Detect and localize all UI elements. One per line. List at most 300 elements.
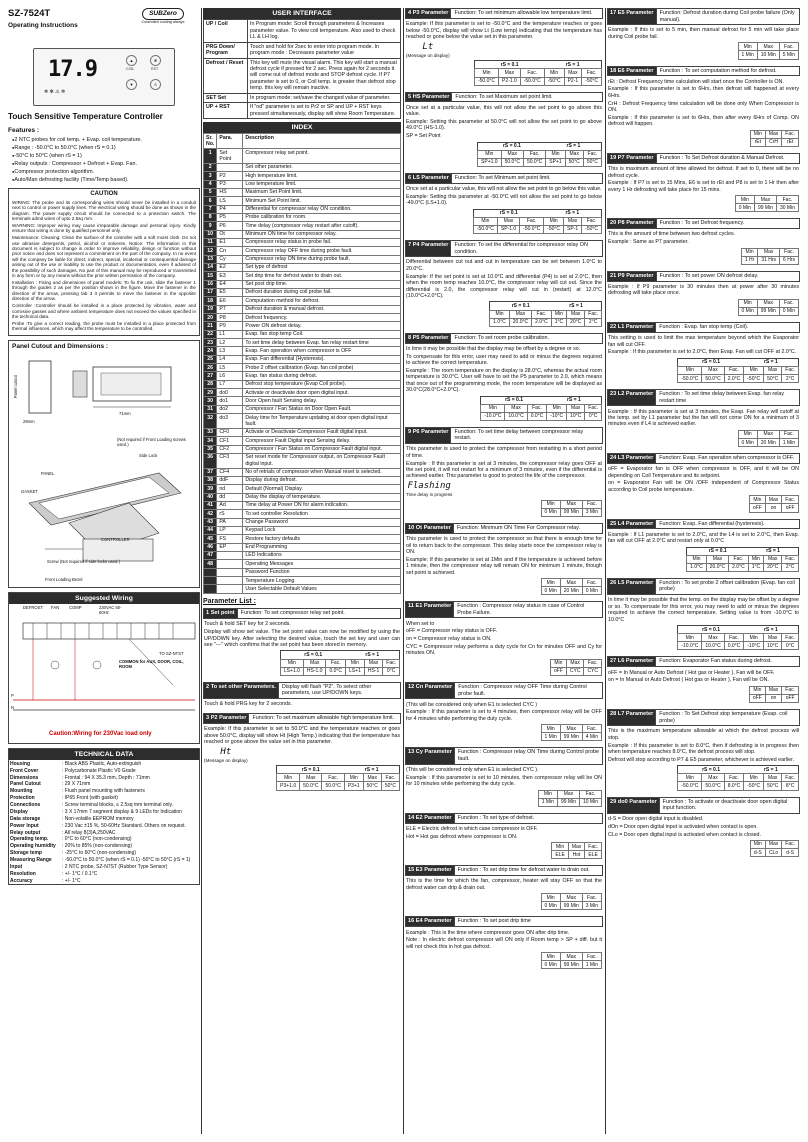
caution-para: Maintenance: Cleaning: Clean the surface of the controller with a soft moist cloth. Do not use abrasive detergents, petrol, alcohol or solvents. Notice: The information in this document is subject to change in order to improve reliability, design or function without prior notice and does not represent a commitment on the part of the company. In no event will the company be liable for direct, indirect, special, incidental or consequential damage arising out of the use or inability to use the product or documentation, even if advised of the possibility of such damages. No part of this manual may be reproduced or transmitted in any form or by any means without the prior written permission of the company.: [12, 235, 196, 279]
index-row: [204, 238, 401, 246]
parameter-block: [405, 240, 603, 330]
value-head: Max: [567, 404, 585, 412]
tech-key: Mounting: [10, 788, 33, 795]
index-row: [204, 272, 401, 280]
value-cell: -50°C: [744, 375, 764, 383]
index-desc: Defrost frequency.: [243, 314, 401, 322]
index-number: 14: [204, 263, 217, 271]
parameter-function: Function : To set time delay between Evap. fan relay restart time: [655, 390, 799, 405]
index-row: [204, 330, 401, 338]
value-cell: P2-1.0: [499, 77, 521, 85]
parameter-text: ELE = Electric defrost in which case compressor is OFF.: [406, 825, 538, 832]
value-head: Fac.: [322, 774, 344, 782]
index-number: 10: [204, 230, 217, 238]
index-number: 38: [204, 476, 217, 484]
features-title: Features :: [8, 127, 40, 134]
value-head: Fac.: [724, 774, 744, 782]
value-cell: 20.0°C: [706, 563, 728, 571]
resolution-1: rS = 1: [763, 766, 778, 773]
index-title: INDEX: [203, 122, 401, 133]
common-label: COMMON for AUX, DOOR, COIL, ROOM: [119, 659, 184, 670]
parameter-body: [607, 529, 800, 574]
product-title: Touch Sensitive Temperature Controller: [8, 112, 163, 121]
parameter-label: Ot Parameter: [415, 524, 451, 531]
parameter-label: P5 Parameter: [412, 334, 449, 341]
index-desc: Password Function: [243, 568, 401, 576]
index-desc: Evap. Fan differential (Hysteresis).: [243, 355, 401, 363]
parameter-name: [608, 9, 656, 24]
tech-key: Storage temp: [10, 850, 42, 857]
index-param: P9: [217, 322, 243, 330]
value-cell: 50°C: [764, 782, 782, 790]
parameter-text: This is the amount of time between two defrost cycles.: [608, 231, 736, 238]
parameter-header: [405, 523, 603, 534]
fan-label: FAN: [51, 605, 60, 611]
index-row: [204, 263, 401, 271]
parameter-number: 6: [408, 174, 412, 181]
display-value: 17.9: [48, 57, 97, 82]
parameter-label: LS Parameter: [412, 174, 449, 181]
index-desc: Probe calibration for room.: [243, 213, 401, 221]
parameter-text: Example: If the set point is set at 10.0°C and differential (P4) is set at 2.0°C, then when the room temp reaches 10.0°C, the compressor relay will cut out. Since the differential is 2.0, the compressor relay will cut in (restart) at 12.0°C (10.0°C+2.0°C).: [406, 273, 602, 299]
parameter-block: [405, 682, 603, 744]
value-cell: 2°C: [782, 563, 799, 571]
index-row: [204, 476, 401, 484]
value-cell: -50.0°C: [474, 77, 498, 85]
parameter-text: Example: Setting this parameter at 50.0°C will not allow the set point to go above 49.0°C (HS-1.0).: [406, 118, 602, 132]
tech-key: Display: [10, 808, 28, 815]
index-param: EP: [217, 543, 243, 551]
parameter-function: Function : To set power ON defrost delay.: [656, 272, 799, 281]
parameter-text: Note : In electric defrost compressor will ON only if Room temp > SP + diff. but it will not check this in hot gas defrost.: [406, 937, 602, 950]
tech-row: [9, 809, 191, 816]
parameter-number: 23: [610, 391, 617, 398]
index-row: [204, 364, 401, 372]
value-cell: 0 Min: [541, 902, 560, 910]
resolution-1: rS = 1: [566, 143, 581, 150]
tech-key: Power Input: [10, 822, 39, 829]
display-message: [204, 747, 248, 764]
value-head: Fac.: [782, 840, 799, 848]
index-param: [217, 568, 243, 576]
index-number: 44: [204, 526, 217, 534]
defrost-label: DEFROST: [23, 605, 44, 611]
parameter-number: 8: [408, 334, 412, 341]
parameter-function: Function: To set Minimum set point limit.: [451, 174, 602, 183]
index-number: 21: [204, 322, 217, 330]
parameter-name: [406, 241, 450, 256]
index-desc: Time delay at Power ON for alarm indication.: [243, 501, 401, 509]
tech-key: Operating temp.: [10, 836, 49, 843]
index-desc: Compressor relay status in probe fail.: [243, 238, 401, 246]
parameter-label: L2 Parameter: [617, 391, 654, 398]
value-head: Min: [738, 299, 757, 307]
tech-key: Protection: [10, 795, 35, 802]
value-head: Max: [565, 150, 583, 158]
parameter-number: 5: [408, 93, 412, 100]
column-3: [405, 8, 603, 1134]
value-head: Fac.: [724, 634, 744, 642]
index-desc: Set type of defrost: [243, 263, 401, 271]
value-cell: 5 Min: [779, 51, 798, 59]
parameter-number: 11: [408, 603, 414, 610]
parameter-name: [406, 683, 454, 698]
index-number: 23: [204, 339, 217, 347]
index-desc: Computation method for defrost.: [243, 297, 401, 305]
value-row: [735, 204, 798, 212]
tech-key: Front Cover: [10, 767, 39, 774]
value-cell: 99 Min: [757, 307, 779, 315]
parameter-block: [405, 523, 603, 598]
tech-value: : +/- 1°C / 0.1°C: [62, 870, 98, 877]
value-header-row: [490, 310, 602, 318]
value-table: [280, 650, 400, 675]
value-cell: 1.0°C: [687, 563, 707, 571]
index-param: E4: [217, 280, 243, 288]
parameter-block: [607, 389, 800, 450]
parameter-text: CrH : Defrost Frequency time calculation will be done only When Compressor is ON.: [608, 100, 799, 114]
index-desc: Power ON defrost delay.: [243, 322, 401, 330]
value-head: Max: [557, 790, 579, 798]
parameter-header: [607, 8, 800, 25]
value-cell: 50°C: [764, 375, 782, 383]
parameter-text: dOn = Door open digital input is activated when contact is open.: [608, 823, 758, 830]
parameter-block: [405, 813, 603, 863]
ui-row: [204, 58, 401, 93]
parameter-body: [203, 619, 401, 679]
index-number: [204, 568, 217, 576]
value-table: [677, 625, 799, 650]
value-head: Fac.: [520, 69, 544, 77]
message-code: Ht: [220, 746, 232, 757]
value-cell: 31 Hrs: [758, 256, 780, 264]
value-head: Fac.: [782, 634, 799, 642]
value-table: [541, 952, 602, 969]
parameter-text: Example: If this parameter is set to -50.0°C and the temperature reaches or goes below -50.0°C, display will show Lt (Low temp) indicating that the temperature has reached or gone below the value set in this parameter.: [406, 21, 602, 41]
tech-row: [9, 774, 191, 781]
index-desc: Compressor Fault Digital input Sensing delay.: [243, 437, 401, 445]
bezel-label: Front Loading Bezel: [45, 577, 83, 583]
parameter-text: Example: If this parameter is set at 1Min and if the temperature is achieved before 1 minute, then the compressor relay will remain ON for minimum 1 minute, though set point is achieved.: [406, 556, 602, 576]
parameter-name: [406, 334, 450, 343]
tech-value: : All relay 8(3)A,250VAC: [62, 829, 116, 836]
tech-key: Relay output: [10, 829, 41, 836]
parameter-name: [204, 714, 248, 723]
parameter-label: E2 Parameter: [415, 814, 452, 821]
index-param: E3: [217, 272, 243, 280]
index-number: 8: [204, 213, 217, 221]
panel-label: PANEL: [41, 471, 55, 477]
parameter-function: Function: To set minimum allowable low temperature limit.: [450, 9, 602, 18]
parameter-label: P3 Parameter: [412, 10, 449, 16]
value-header-row: [749, 686, 798, 694]
supply-label: 230VAC 50-60Hz: [99, 605, 122, 616]
parameter-number: 12: [408, 684, 415, 691]
parameter-header: [607, 519, 800, 530]
parameter-function: Function: Defrost duration during Coil probe failure (Only manual).: [656, 9, 799, 24]
index-param: CF2: [217, 445, 243, 453]
defrost-reset-key[interactable]: Defrost / Reset: [204, 58, 248, 93]
index-desc: To set controller Resolution: [243, 510, 401, 518]
parameter-name: [406, 93, 451, 102]
tech-value: : Frontal : 94 X 35.3 mm, Depth : 71mm: [62, 774, 150, 781]
parameter-text: Hot = Hot gas defrost where compressor is ON.: [406, 833, 518, 840]
parameter-name: [608, 219, 656, 228]
feature-item: ● Compressor protection algorithm.: [12, 169, 200, 176]
index-param: L6: [217, 372, 243, 380]
index-row: [204, 577, 401, 585]
value-head: Min: [551, 310, 566, 318]
value-head: Fac.: [782, 496, 799, 504]
value-cell: 8°C: [782, 782, 799, 790]
value-header-row: [541, 579, 601, 587]
parameter-label: P4 Parameter: [412, 241, 449, 248]
value-head: Max: [363, 774, 381, 782]
parameter-text: Example : If this parameter is set to 10 minutes, then compressor relay will be ON for 10 minutes while performing the duty cycle.: [406, 774, 602, 788]
index-param: L4: [217, 355, 243, 363]
index-header-row: [204, 134, 401, 149]
phase-label: P: [11, 693, 14, 699]
parameter-list-title: Parameter List :: [203, 597, 256, 605]
value-head: Fac.: [782, 130, 799, 138]
parameter-name: [608, 657, 655, 666]
value-row: [541, 961, 601, 969]
value-cell: 0.0°C: [326, 667, 346, 675]
column-1: [8, 8, 200, 1134]
parameter-text: Example : If this parameter is set to 8.0°C, then if defrosting is in progress then when temperature reaches 8.0°C, the defrost process will stop.: [608, 742, 799, 756]
parameter-function: Function : To set type of defrost.: [454, 814, 602, 823]
index-param: rS: [217, 510, 243, 518]
index-number: 29: [204, 389, 217, 397]
index-desc: No of retrials of compressor when Manual reset is selected.: [243, 468, 401, 476]
value-row: [687, 563, 799, 571]
value-cell: 10°C: [764, 642, 782, 650]
value-head: Max: [765, 840, 781, 848]
parameter-function: Function: To set the differential for compressor relay ON condition.: [450, 241, 602, 256]
value-head: Max: [560, 953, 582, 961]
up-rst-combo-key[interactable]: UP + RST: [204, 103, 248, 119]
parameter-number: 29: [610, 798, 617, 805]
value-head: Min: [750, 840, 765, 848]
value-cell: 1.0°C: [490, 318, 510, 326]
value-header-row: [750, 130, 798, 138]
parameter-name: [608, 710, 655, 725]
index-param: P7: [217, 305, 243, 313]
brand-logo: [130, 8, 196, 25]
index-param: PA: [217, 518, 243, 526]
index-row: [204, 255, 401, 263]
parameter-header: [203, 713, 401, 724]
parameter-block: [607, 656, 800, 706]
value-head: Max: [497, 217, 519, 225]
up-coil-key[interactable]: UP / Coil: [204, 20, 248, 42]
value-head: Max: [706, 555, 728, 563]
index-row: [204, 389, 401, 397]
tech-key: Dimensions: [10, 774, 39, 781]
index-number: 41: [204, 501, 217, 509]
parameter-block: [405, 8, 603, 89]
tech-row: [9, 836, 191, 843]
value-cell: 20°C: [567, 318, 585, 326]
index-desc: Probe 2 offset calibration (Evap. fan coil probe): [243, 364, 401, 372]
parameter-block: [405, 333, 603, 424]
parameter-name: [406, 814, 454, 823]
parameter-body: [405, 184, 603, 237]
value-row: [280, 667, 399, 675]
index-desc: Differential for compressor relay ON condition.: [243, 205, 401, 213]
parameter-name: [608, 323, 655, 332]
parameter-text: Example : If this is set to 5 min, then manual defrost for 5 min will take place during Coil probe fail.: [608, 27, 799, 40]
parameter-label: L6 Parameter: [617, 658, 654, 665]
parameter-header: [405, 601, 603, 618]
value-head: Min: [474, 69, 498, 77]
resolution-row: [277, 766, 400, 774]
value-table: [738, 430, 799, 447]
parameter-header: [405, 333, 603, 344]
parameter-function: Function : Compressor relay OFF Time during Control probe fault.: [454, 683, 602, 698]
value-header-row: [541, 953, 601, 961]
index-param: L2: [217, 339, 243, 347]
parameter-body: [405, 699, 603, 744]
value-header-row: [473, 217, 601, 225]
tech-key: Operating humidity: [10, 843, 56, 850]
tech-value: : -25°C to 60°C (non-condensing): [62, 850, 137, 857]
value-row: [678, 375, 799, 383]
parameter-header: [405, 173, 603, 184]
resolution-1: rS = 1: [364, 766, 379, 773]
index-row: [204, 510, 401, 518]
value-cell: SP+1: [546, 158, 565, 166]
value-head: Min: [546, 150, 565, 158]
value-cell: 0 Min: [738, 307, 757, 315]
user-interface-title: USER INTERFACE: [203, 8, 401, 19]
index-param: E6: [217, 297, 243, 305]
index-row: [204, 453, 401, 468]
value-head: Fac.: [782, 686, 799, 694]
index-desc: Delay time for Temperature updating at door open digital input fault.: [243, 414, 401, 429]
index-number: 15: [204, 272, 217, 280]
parameter-label: P9 Parameter: [617, 272, 654, 279]
value-head: Fac.: [582, 725, 601, 733]
index-row: [204, 297, 401, 305]
value-row: [678, 782, 799, 790]
tech-row: [9, 767, 191, 774]
parameter-text: This is the maximum temperature allowable at which the defrost process will stop.: [608, 728, 799, 741]
resolution-row: [280, 651, 399, 659]
value-head: Max: [764, 774, 782, 782]
value-head: Max: [764, 366, 782, 374]
tech-row: [9, 870, 191, 877]
parameter-text: oFF = Compressor relay status is OFF.: [406, 628, 498, 635]
parameter-block: [405, 916, 603, 972]
parameter-name: [608, 798, 659, 813]
value-head: Min: [687, 555, 707, 563]
tech-row: [9, 843, 191, 850]
parameter-text: Example : If this parameter is set to 6Hrs, then defrost will happened at every 6Hrs.: [608, 86, 799, 99]
value-cell: 50°C: [583, 158, 601, 166]
value-row: [738, 51, 798, 59]
parameter-block: [203, 713, 401, 794]
parameter-label: E5 Parameter: [617, 10, 654, 16]
value-table: [541, 578, 602, 595]
index-row: [204, 493, 401, 501]
index-param: ddF: [217, 476, 243, 484]
parameter-label: P2 Parameter: [210, 714, 247, 721]
parameter-label: E6 Parameter: [617, 67, 654, 74]
value-header-row: [541, 894, 601, 902]
value-head: Fac.: [776, 196, 798, 204]
value-head: Min: [280, 659, 303, 667]
tech-key: Panel Cutout: [10, 781, 41, 788]
parameter-name: [608, 272, 656, 281]
value-cell: P2-1: [564, 77, 582, 85]
down-program-key[interactable]: PRG Down/ Program: [204, 42, 248, 58]
parameter-name: [608, 390, 655, 405]
parameter-header: [405, 813, 603, 824]
value-head: Max: [702, 774, 724, 782]
resolution-0: rS = 0.1: [702, 626, 720, 633]
parameter-function: Function : To Set Defrost duration & Manual Defrost.: [656, 154, 799, 163]
value-head: Max: [757, 299, 779, 307]
parameter-text: Touch & hold SET key for 2 seconds.: [204, 621, 291, 628]
index-number: 18: [204, 297, 217, 305]
parameter-body: [607, 726, 800, 793]
index-row: [204, 355, 401, 363]
parameter-body: [607, 595, 800, 653]
parameter-number: 21: [610, 272, 617, 279]
parameter-header: [405, 240, 603, 257]
value-cell: 0°C: [782, 642, 799, 650]
value-head: Max: [568, 843, 584, 851]
column-2: [203, 8, 401, 1134]
resolution-1: rS = 1: [763, 359, 778, 366]
index-row: [204, 543, 401, 551]
caution-para: Controller :Controller should be installed in a place protected by vibration, water and corrosive gasses and where ambient temperature does not exceed the values specified in the technical data.: [12, 303, 196, 319]
index-row: [204, 526, 401, 534]
value-cell: 0 Min: [779, 307, 798, 315]
value-head: Fac.: [523, 150, 545, 158]
index-param: LP: [217, 526, 243, 534]
parameter-body: [607, 464, 800, 516]
value-head: Fac.: [527, 404, 547, 412]
value-cell: 30 Min: [776, 204, 798, 212]
set-key[interactable]: SET Set: [204, 93, 248, 102]
parameter-text: Example : If this parameter is set to 4 minutes, then compressor relay will be OFF for 4 minutes while performing the duty cycle.: [406, 709, 602, 722]
index-row: [204, 347, 401, 355]
value-cell: 0°C: [585, 412, 602, 420]
tech-row: [9, 802, 191, 809]
index-row: [204, 414, 401, 429]
value-table: [474, 60, 602, 85]
value-header-row: [277, 774, 400, 782]
value-head: Fac.: [381, 774, 399, 782]
value-head: Fac.: [585, 310, 602, 318]
value-cell: P3+1: [344, 782, 363, 790]
value-head: Min: [749, 686, 765, 694]
defrost-key-icon: ✻: [150, 55, 161, 66]
parameter-function: Function: To set maximum allowable high temperature limit.: [248, 714, 400, 723]
value-head: Max: [765, 686, 781, 694]
index-row: [204, 551, 401, 559]
index-param: P3: [217, 180, 243, 188]
feature-item: ● Auto/Man defrosting facility (Time/Temp based).: [12, 177, 200, 184]
tech-value: : +/- 1°C: [62, 877, 81, 884]
parameter-function: Function : To set Defrost frequency.: [656, 219, 799, 228]
value-cell: 20°C: [764, 563, 782, 571]
index-param: [217, 163, 243, 171]
parameter-name: [608, 520, 655, 529]
value-head: Min: [678, 634, 702, 642]
